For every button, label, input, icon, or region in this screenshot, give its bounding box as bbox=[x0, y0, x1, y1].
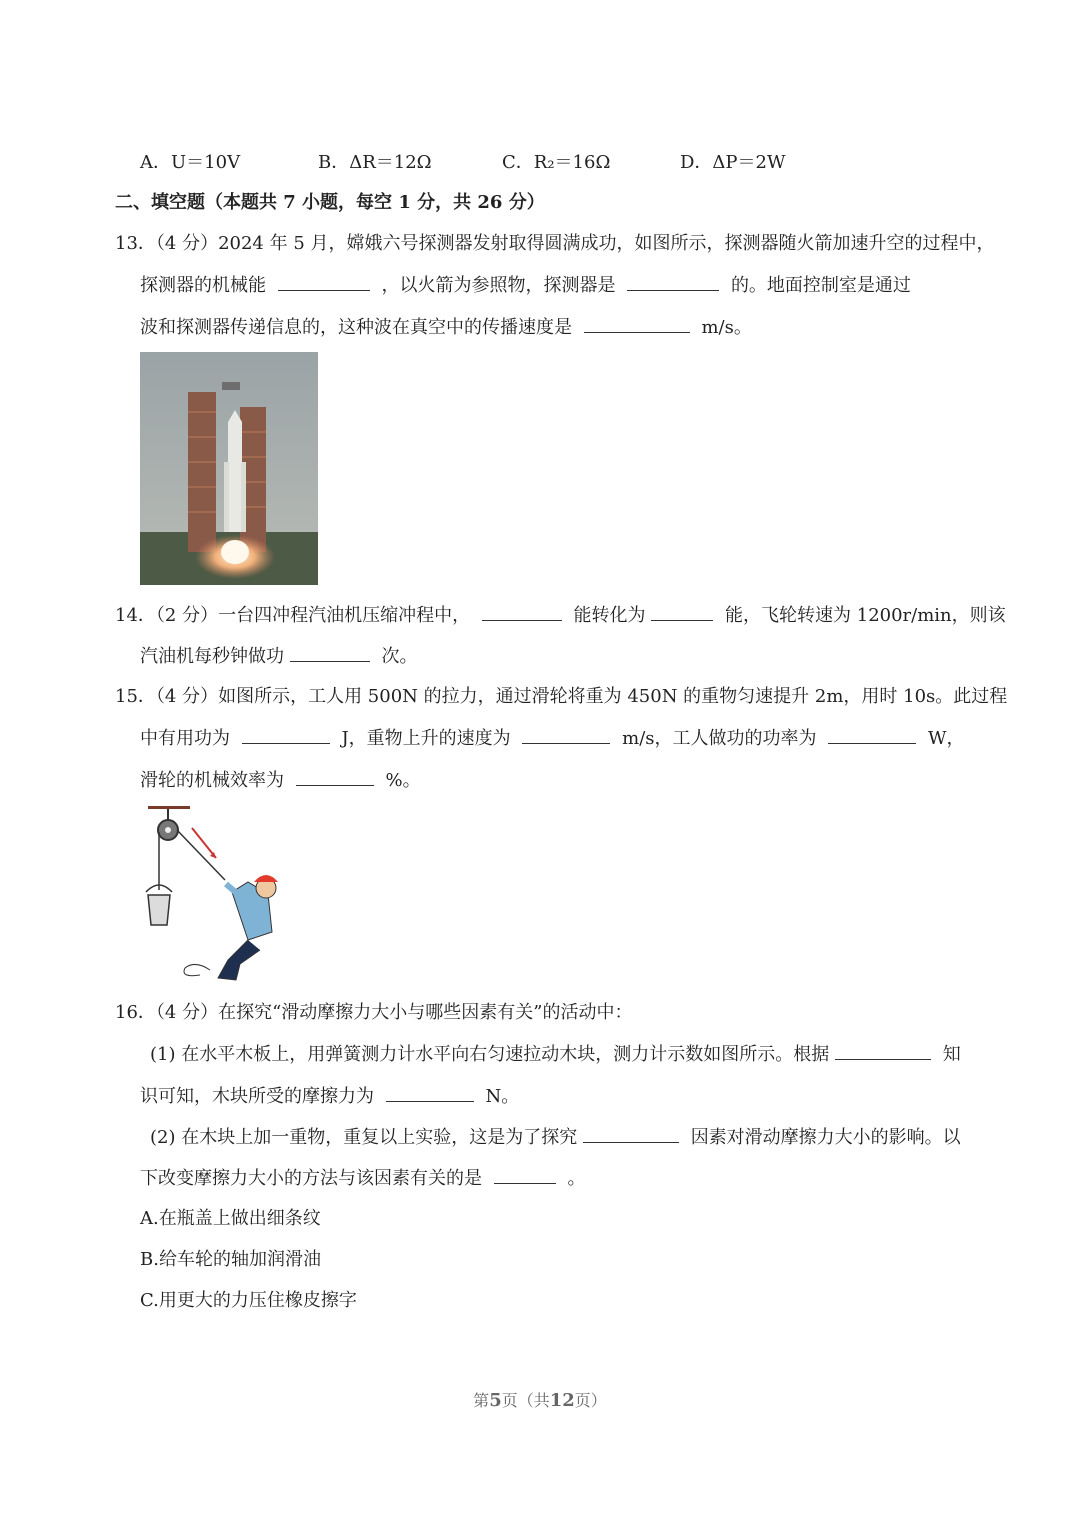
q16-option-c: C.用更大的力压住橡皮擦字 bbox=[140, 1290, 357, 1311]
q16-option-b: B.给车轮的轴加润滑油 bbox=[140, 1249, 321, 1270]
rocket-launch-image bbox=[140, 352, 318, 585]
q16-text-b: 知 bbox=[942, 1044, 961, 1065]
section-title: 二、填空题（本题共 7 小题，每空 1 分，共 26 分） bbox=[115, 192, 545, 213]
q13-line3 bbox=[140, 316, 752, 339]
answer-blank[interactable] bbox=[522, 727, 610, 744]
q13-text-b: ，以火箭为参照物，探测器是 bbox=[381, 275, 616, 296]
q16-text-e: (2) 在木块上加一重物，重复以上实验，这是为了探究 bbox=[150, 1127, 578, 1148]
q16-text-h: 。 bbox=[567, 1168, 586, 1189]
answer-blank[interactable] bbox=[386, 1085, 474, 1102]
page-footer bbox=[0, 1388, 1080, 1411]
q13-text-a: 探测器的机械能 bbox=[140, 275, 266, 296]
option-b: B．ΔR＝12Ω bbox=[318, 152, 432, 173]
q15-text-c: m/s，工人做功的功率为 bbox=[622, 728, 817, 749]
answer-blank[interactable] bbox=[627, 274, 719, 291]
q13-line1: 13．（4 分）2024 年 5 月，嫦娥六号探测器发射取得圆满成功，如图所示，探测器随火箭加速升空的过程中， bbox=[115, 233, 995, 254]
q13-text-d: 波和探测器传递信息的，这种波在真空中的传播速度是 bbox=[140, 317, 572, 338]
answer-blank[interactable] bbox=[584, 316, 690, 333]
q14-text-c: 能，飞轮转速为 1200r/min，则该 bbox=[725, 605, 1006, 626]
q14-text-d: 汽油机每秒钟做功 bbox=[140, 646, 284, 667]
pulley-worker-image bbox=[140, 800, 290, 990]
footer-page-number: 5 bbox=[489, 1390, 502, 1411]
q16-p2-line2 bbox=[140, 1167, 585, 1190]
q13-text-e: m/s。 bbox=[701, 317, 752, 338]
q14-line2 bbox=[140, 645, 417, 668]
answer-blank[interactable] bbox=[296, 769, 374, 786]
answer-blank[interactable] bbox=[828, 727, 916, 744]
q16-p1-line2 bbox=[140, 1085, 519, 1108]
option-c: C．R₂＝16Ω bbox=[502, 152, 611, 173]
q16-text-a: (1) 在水平木板上，用弹簧测力计水平向右匀速拉动木块，测力计示数如图所示。根据 bbox=[150, 1044, 830, 1065]
footer-prefix: 第 bbox=[473, 1391, 490, 1410]
footer-total-pages: 12 bbox=[549, 1390, 575, 1411]
q15-text-b: J，重物上升的速度为 bbox=[341, 728, 511, 749]
answer-blank[interactable] bbox=[278, 274, 370, 291]
option-a: A．U＝10V bbox=[140, 152, 241, 173]
q16-text-d: N。 bbox=[485, 1086, 520, 1107]
answer-blank[interactable] bbox=[583, 1126, 679, 1143]
q15-line1: 15．（4 分）如图所示，工人用 500N 的拉力，通过滑轮将重为 450N 的重物匀速提升 2m，用时 10s。此过程 bbox=[115, 686, 1008, 707]
answer-blank[interactable] bbox=[242, 727, 330, 744]
q16-text-f: 因素对滑动摩擦力大小的影响。以 bbox=[690, 1127, 961, 1148]
q15-text-d: W， bbox=[928, 728, 965, 749]
answer-blank[interactable] bbox=[651, 604, 713, 621]
q16-line1: 16．（4 分）在探究“滑动摩擦力大小与哪些因素有关”的活动中： bbox=[115, 1002, 633, 1023]
q14-text-a: 14．（2 分）一台四冲程汽油机压缩冲程中， bbox=[115, 605, 471, 626]
footer-suffix: 页） bbox=[574, 1391, 607, 1410]
option-d: D．ΔP＝2W bbox=[680, 152, 786, 173]
answer-blank[interactable] bbox=[290, 645, 370, 662]
q16-text-c: 识可知，木块所受的摩擦力为 bbox=[140, 1086, 374, 1107]
q14-text-e: 次。 bbox=[381, 646, 418, 667]
q15-text-a: 中有用功为 bbox=[140, 728, 230, 749]
answer-blank[interactable] bbox=[835, 1043, 931, 1060]
q13-line2 bbox=[140, 274, 911, 297]
q16-p2-line1 bbox=[150, 1126, 961, 1149]
q14-text-b: 能转化为 bbox=[573, 605, 646, 626]
q16-option-a: A.在瓶盖上做出细条纹 bbox=[140, 1208, 321, 1229]
q15-text-e: 滑轮的机械效率为 bbox=[140, 770, 284, 791]
q15-line3 bbox=[140, 769, 421, 792]
q15-text-f: %。 bbox=[385, 770, 421, 791]
answer-blank[interactable] bbox=[494, 1167, 556, 1184]
footer-mid: 页（共 bbox=[501, 1391, 550, 1410]
q15-line2 bbox=[140, 727, 965, 750]
q14-line1 bbox=[115, 604, 1006, 627]
q16-p1-line1 bbox=[150, 1043, 961, 1066]
q16-text-g: 下改变摩擦力大小的方法与该因素有关的是 bbox=[140, 1168, 482, 1189]
answer-blank[interactable] bbox=[482, 604, 562, 621]
q13-text-c: 的。地面控制室是通过 bbox=[730, 275, 911, 296]
